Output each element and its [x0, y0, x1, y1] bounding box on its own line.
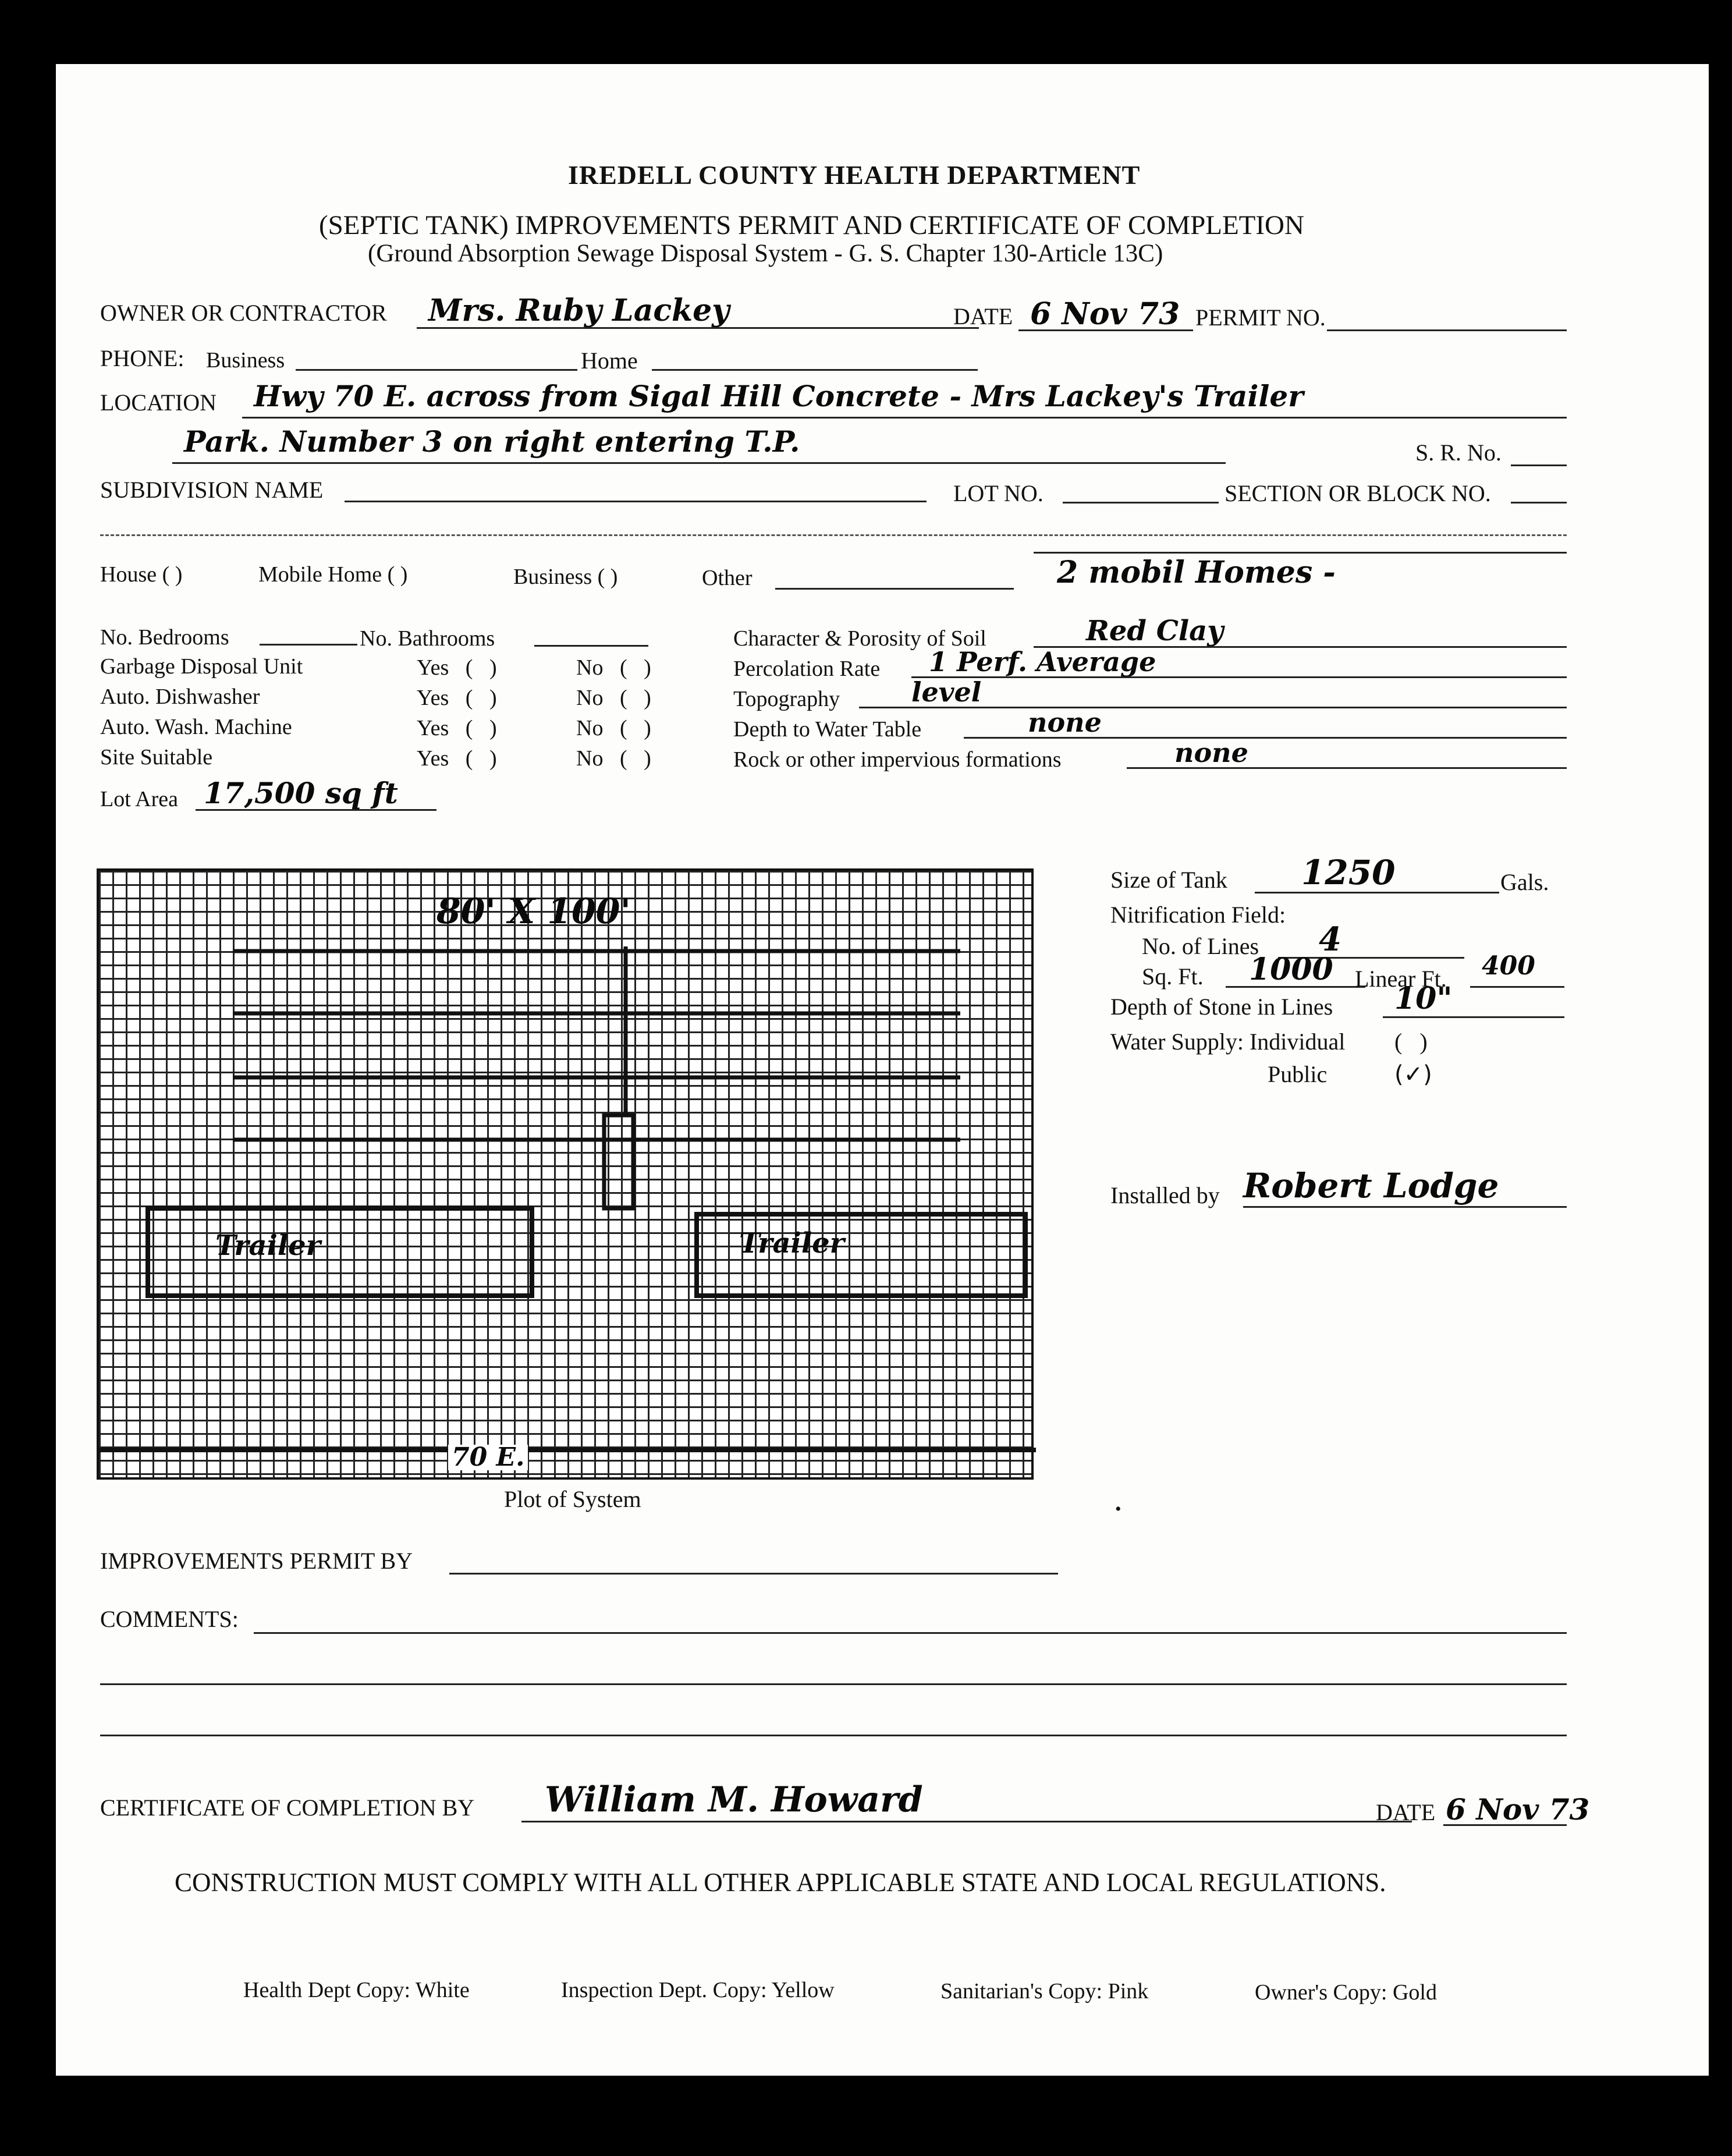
left-trailer-label: Trailer: [215, 1229, 321, 1262]
site-suitable-no: No ( ): [576, 746, 651, 771]
stray-dot: •: [1115, 1499, 1121, 1519]
dishwasher-yes: Yes ( ): [417, 686, 497, 710]
rock-line: [1127, 767, 1567, 769]
other-label: Other: [702, 566, 753, 590]
stone-depth-line: [1383, 1016, 1564, 1018]
subdivision-line: [345, 501, 927, 502]
location-line-1: Hwy 70 E. across from Sigal Hill Concrete - Mrs Lackey's Trailer: [254, 379, 1304, 413]
compliance-notice: CONSTRUCTION MUST COMPLY WITH ALL OTHER APPLICABLE STATE AND LOCAL REGULATIONS.: [175, 1868, 1386, 1897]
rock-value: none: [1174, 737, 1248, 768]
section-label: SECTION OR BLOCK NO.: [1225, 480, 1491, 506]
water-table-value: none: [1028, 707, 1102, 738]
sqft-line: [1226, 986, 1365, 988]
plot-caption: Plot of System: [504, 1486, 641, 1512]
permit-subtitle: (Ground Absorption Sewage Disposal System - G. S. Chapter 130-Article 13C): [368, 240, 1163, 267]
perc-value: 1 Perf. Average: [929, 646, 1156, 678]
owner-line: [417, 327, 979, 329]
right-trailer-label: Trailer: [739, 1227, 844, 1260]
business-phone-label: Business: [206, 348, 285, 373]
topography-value: level: [911, 676, 982, 708]
comments-label: COMMENTS:: [100, 1606, 239, 1632]
garbage-disposal-no: No ( ): [576, 655, 651, 680]
nitrification-label: Nitrification Field:: [1110, 902, 1286, 928]
date-value: 6 Nov 73: [1030, 296, 1180, 332]
plot-drawing: [99, 871, 1036, 1482]
copy-health-dept: Health Dept Copy: White: [243, 1978, 470, 2002]
gals-label: Gals.: [1500, 869, 1549, 895]
wash-machine-label: Auto. Wash. Machine: [100, 715, 292, 739]
wash-machine-no: No ( ): [576, 716, 651, 740]
tank-size-line: [1255, 892, 1499, 893]
installed-by-line: [1243, 1206, 1567, 1208]
certificate-line: [521, 1821, 1412, 1822]
other-line-1: [775, 588, 1014, 590]
other-line-2: [1034, 552, 1567, 554]
installed-by-label: Installed by: [1110, 1182, 1220, 1208]
bedrooms-line: [260, 644, 357, 646]
wash-machine-yes: Yes ( ): [417, 716, 497, 740]
location-underline-1: [242, 417, 1567, 419]
lot-area-label: Lot Area: [100, 787, 179, 811]
home-phone-line: [652, 369, 978, 371]
location-underline-2: [172, 462, 1226, 464]
soil-label: Character & Porosity of Soil: [733, 626, 986, 651]
lot-area-value: 17,500 sq ft: [204, 776, 398, 810]
sqft-label: Sq. Ft.: [1142, 963, 1204, 990]
date-line: [1018, 329, 1193, 331]
mobile-home-option: Mobile Home ( ): [258, 562, 408, 587]
tank-size-value: 1250: [1301, 853, 1396, 892]
lines-value: 4: [1319, 920, 1341, 959]
water-table-label: Depth to Water Table: [733, 717, 922, 742]
topography-label: Topography: [733, 687, 840, 711]
comments-line-1: [254, 1632, 1567, 1634]
road-label: 70 E.: [448, 1445, 528, 1470]
permit-no-label: PERMIT NO.: [1195, 304, 1326, 331]
cert-date-label: DATE: [1376, 1799, 1436, 1825]
tank-size-label: Size of Tank: [1110, 867, 1227, 893]
garbage-disposal-yes: Yes ( ): [417, 655, 497, 680]
garbage-disposal-label: Garbage Disposal Unit: [100, 654, 303, 679]
owner-value: Mrs. Ruby Lackey: [428, 293, 730, 328]
subdivision-label: SUBDIVISION NAME: [100, 477, 324, 503]
dishwasher-no: No ( ): [576, 686, 651, 710]
lot-no-label: LOT NO.: [953, 480, 1044, 506]
linear-ft-label: Linear Ft.: [1355, 966, 1447, 992]
date-label: DATE: [953, 303, 1013, 329]
public-label: Public: [1268, 1061, 1328, 1087]
bedrooms-label: No. Bedrooms: [100, 625, 229, 650]
installed-by-value: Robert Lodge: [1243, 1166, 1499, 1205]
site-suitable-yes: Yes ( ): [417, 746, 497, 771]
cert-date-line: [1443, 1824, 1567, 1826]
bathrooms-label: No. Bathrooms: [360, 626, 495, 651]
lot-no-line: [1063, 502, 1219, 503]
copy-inspection-dept: Inspection Dept. Copy: Yellow: [561, 1978, 835, 2002]
stone-depth-label: Depth of Stone in Lines: [1110, 994, 1333, 1020]
cert-date-value: 6 Nov 73: [1446, 1792, 1590, 1827]
lines-label: No. of Lines: [1142, 933, 1259, 959]
improvements-permit-line: [449, 1573, 1058, 1575]
certificate-label: CERTIFICATE OF COMPLETION BY: [100, 1795, 475, 1821]
permit-title: (SEPTIC TANK) IMPROVEMENTS PERMIT AND CERTIFICATE OF COMPLETION: [319, 210, 1304, 240]
lot-area-line: [196, 809, 436, 811]
perc-label: Percolation Rate: [733, 657, 881, 681]
linear-ft-line: [1470, 986, 1564, 988]
sqft-value: 1000: [1249, 952, 1333, 987]
dishwasher-label: Auto. Dishwasher: [100, 685, 260, 709]
individual-check: ( ): [1394, 1029, 1428, 1055]
sr-no-line: [1511, 464, 1567, 466]
permit-no-line: [1327, 329, 1567, 331]
left-trailer-box: [148, 1208, 532, 1296]
phone-label: PHONE:: [100, 345, 184, 371]
copy-sanitarian: Sanitarian's Copy: Pink: [940, 1979, 1149, 2003]
other-value: 2 mobil Homes -: [1057, 555, 1336, 590]
site-suitable-label: Site Suitable: [100, 745, 213, 770]
plot-dimension: 80' X 100': [436, 891, 631, 932]
owner-label: OWNER OR CONTRACTOR: [100, 300, 387, 326]
plot-grid: [97, 868, 1034, 1480]
water-table-line: [964, 737, 1567, 739]
water-supply-label: Water Supply: Individual: [1110, 1029, 1346, 1055]
certificate-signature: William M. Howard: [545, 1779, 923, 1820]
permit-form: [56, 64, 1709, 2076]
topography-line: [859, 707, 1567, 708]
copy-owner: Owner's Copy: Gold: [1255, 1980, 1437, 2005]
business-phone-line: [296, 369, 577, 371]
location-label: LOCATION: [100, 389, 216, 416]
comments-line-2: [100, 1683, 1567, 1685]
improvements-permit-label: IMPROVEMENTS PERMIT BY: [100, 1548, 413, 1574]
rock-label: Rock or other impervious formations: [733, 747, 1062, 772]
comments-line-3: [100, 1735, 1567, 1736]
septic-tank-box: [604, 1115, 633, 1208]
bathrooms-line: [534, 645, 648, 647]
stone-depth-value: 10": [1394, 981, 1453, 1016]
sr-no-label: S. R. No.: [1415, 439, 1502, 466]
separator-line: [100, 534, 1567, 536]
department-title: IREDELL COUNTY HEALTH DEPARTMENT: [568, 160, 1141, 190]
home-phone-label: Home: [581, 347, 638, 374]
public-check: (✓): [1394, 1061, 1432, 1088]
soil-value: Red Clay: [1086, 615, 1224, 647]
perc-line: [911, 676, 1567, 678]
section-line: [1511, 502, 1567, 503]
location-line-2: Park. Number 3 on right entering T.P.: [184, 424, 800, 459]
business-option: Business ( ): [513, 565, 618, 589]
house-option: House ( ): [100, 562, 183, 587]
linear-ft-value: 400: [1482, 951, 1535, 981]
